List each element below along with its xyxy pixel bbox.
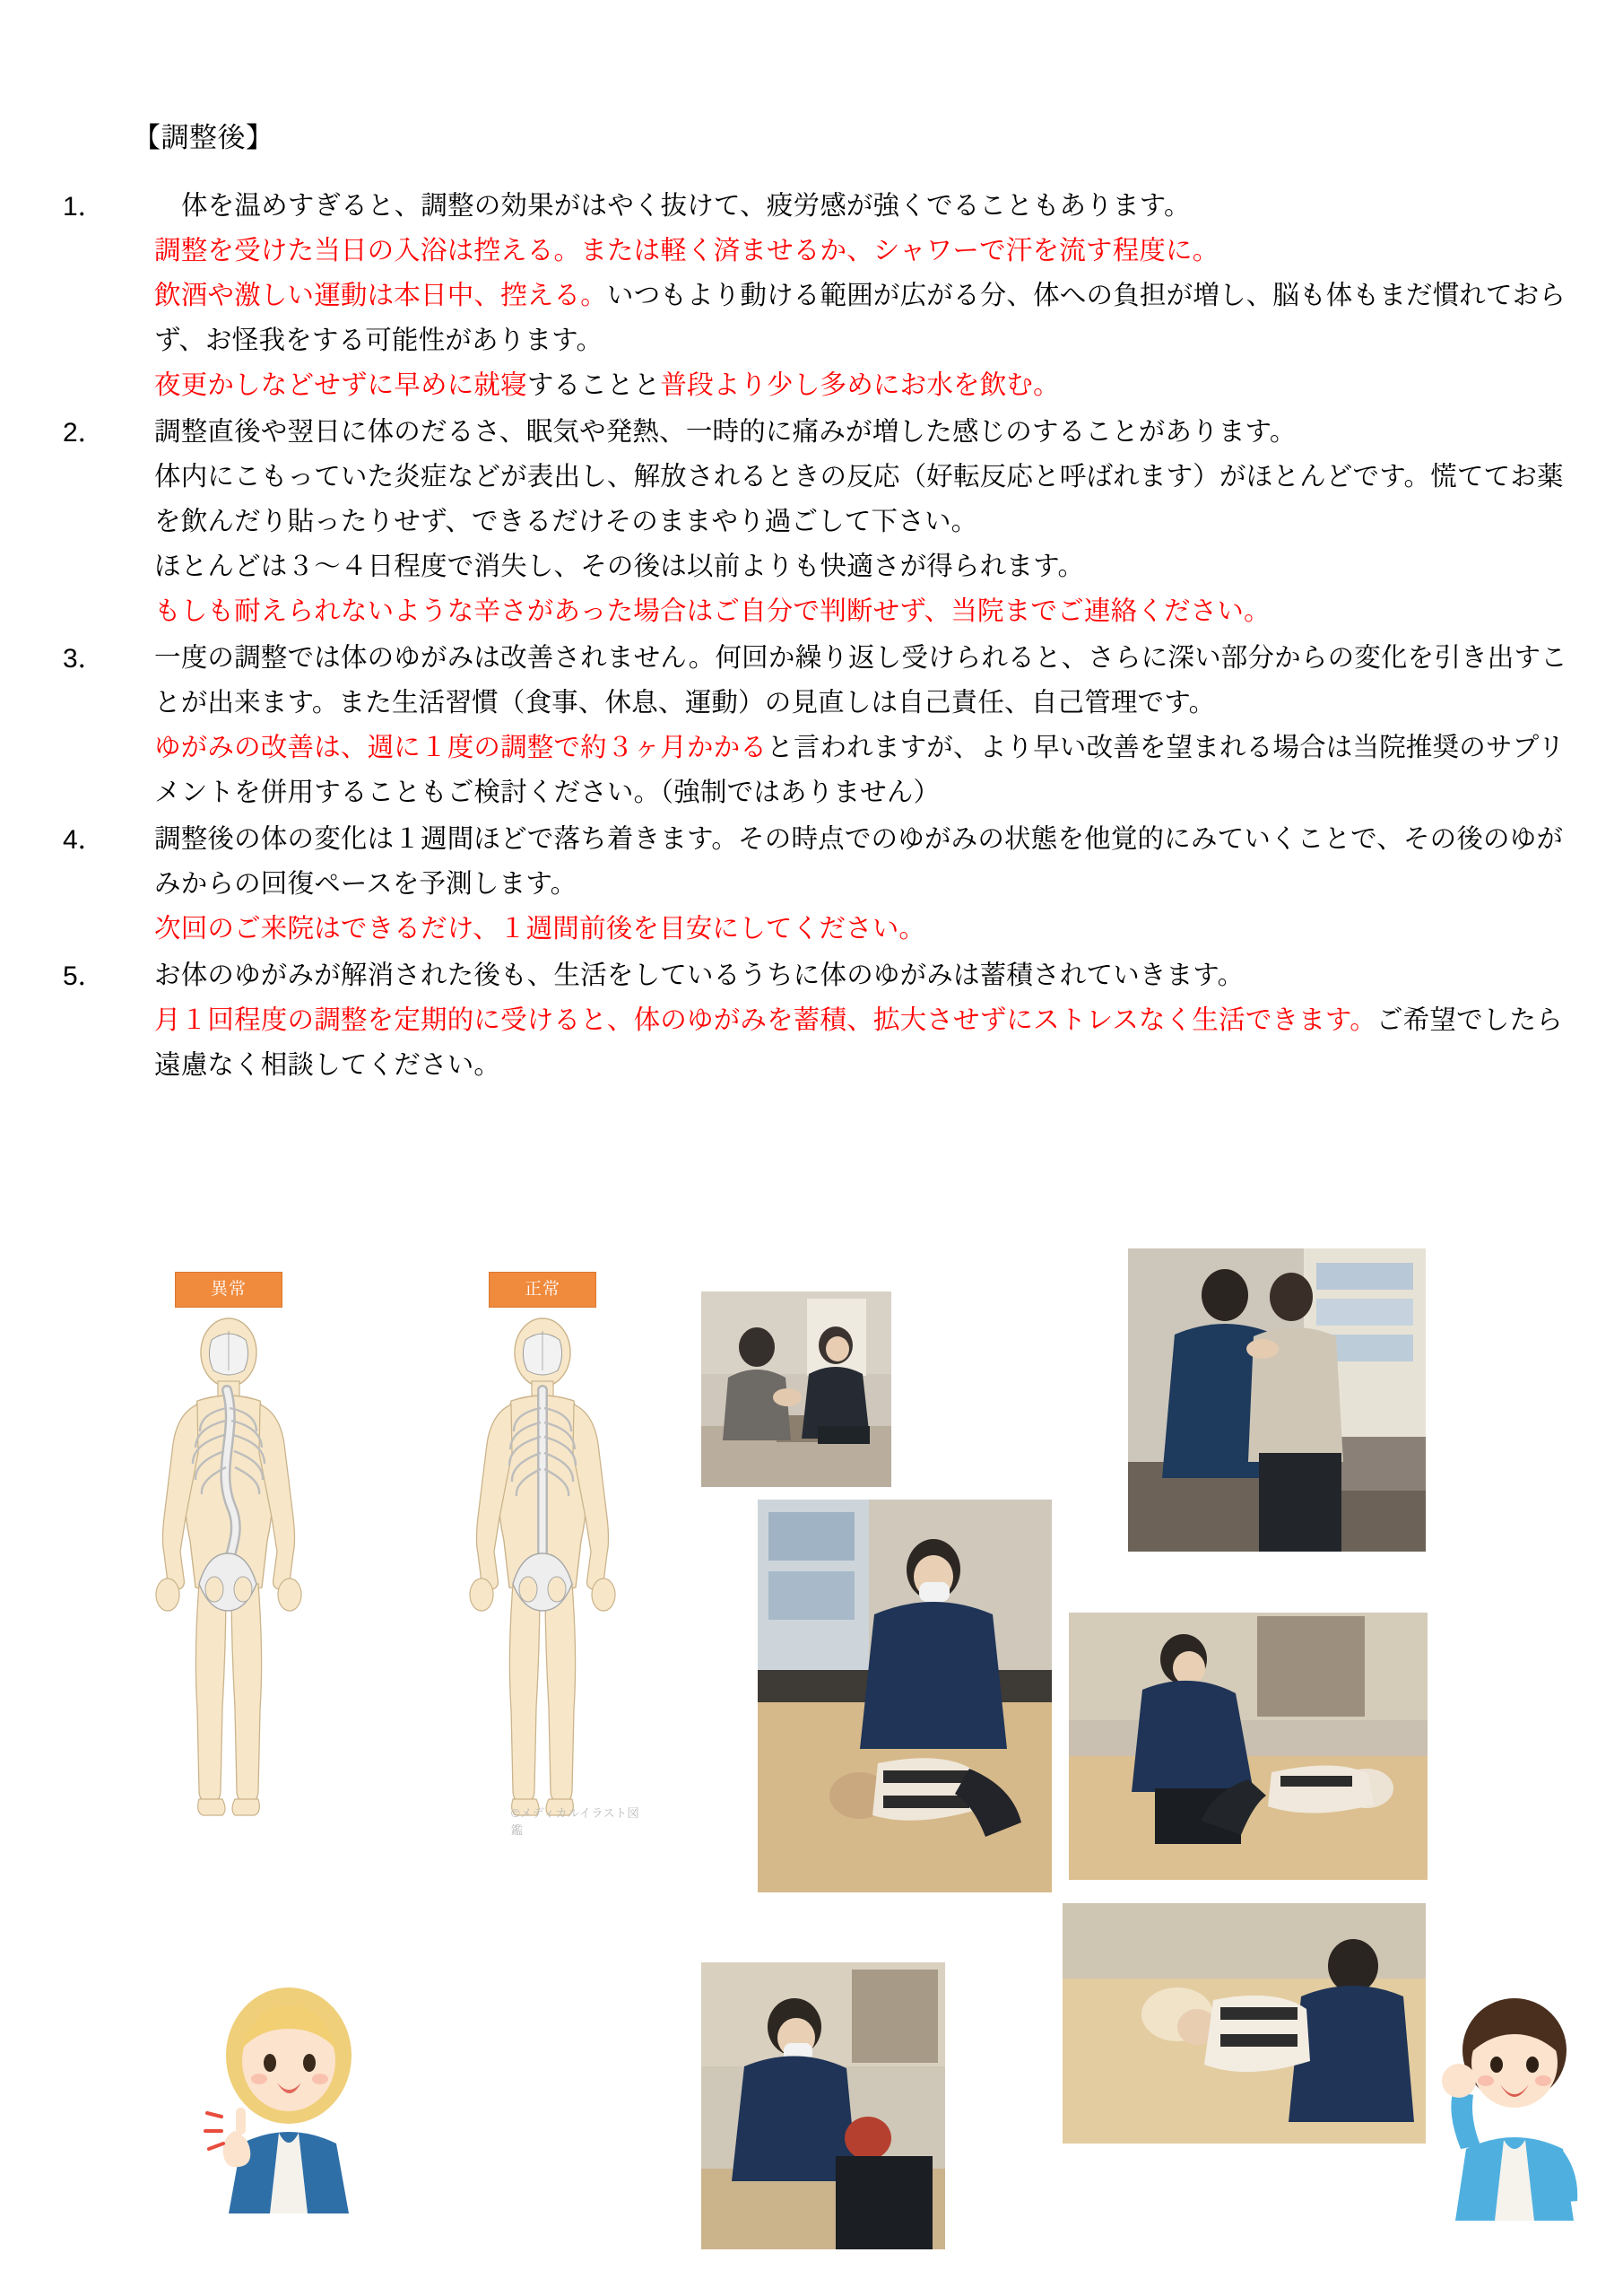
figures-area bbox=[0, 1247, 1623, 2296]
photo-image bbox=[758, 1500, 1052, 1892]
body-figure bbox=[439, 1315, 646, 1835]
girl-character-illustration bbox=[202, 1973, 377, 2215]
list-item bbox=[54, 184, 1578, 408]
line-segment-black: ご希望でしたら遠慮なく相談してください。 bbox=[154, 1005, 1563, 1080]
page-title: 【調整後】 bbox=[133, 122, 274, 153]
treatment-photo bbox=[758, 1500, 1052, 1892]
line-segment-red: 夜更かしなどせずに早めに就寝 bbox=[154, 370, 527, 400]
list-item-line: 調整を受けた当日の入浴は控える。または軽く済ませるか、シャワーで汗を流す程度に。 bbox=[154, 236, 1219, 265]
body-figure bbox=[126, 1315, 332, 1835]
line-segment-red: 普段より少し多めにお水を飲む。 bbox=[660, 370, 1060, 400]
list-item-line bbox=[154, 274, 1578, 363]
line-segment-black: することと bbox=[526, 370, 661, 400]
list-item-line: 体を温めすぎると、調整の効果がはやく抜けて、疲労感が強くでることもあります。 bbox=[181, 191, 1191, 221]
list-item bbox=[54, 953, 1578, 1088]
treatment-photo bbox=[1128, 1248, 1426, 1552]
photo-image bbox=[1128, 1248, 1426, 1552]
status-badge: 正常 bbox=[489, 1272, 596, 1308]
line-segment-red: ゆがみの改善は、週に１度の調整で約３ヶ月かかる bbox=[154, 733, 768, 762]
skeleton-illustration-abnormal bbox=[126, 1272, 332, 1835]
status-badge: 異常 bbox=[175, 1272, 282, 1308]
list-item-line: 一度の調整では体のゆがみは改善されません。何回か繰り返し受けられると、さらに深い部分からの変化を引き出すことが出来ます。また生活習慣（食事、休息、運動）の見直しは自己責任、自己管理です。 bbox=[154, 643, 1567, 718]
list-item-number: 5． bbox=[63, 961, 105, 991]
list-item-line: 次回のご来院はできるだけ、１週間前後を目安にしてください。 bbox=[154, 914, 926, 944]
list-item bbox=[54, 410, 1578, 634]
body-outline-icon bbox=[126, 1315, 332, 1835]
list-item-line: 体内にこもっていた炎症などが表出し、解放されるときの反応（好転反応と呼ばれます）がほとんどです。慌ててお薬を飲んだり貼ったりせず、できるだけそのままやり過ごして下さい。 bbox=[154, 462, 1564, 536]
illustration-credit: ©メディカルイラスト図鑑 bbox=[511, 1806, 639, 1837]
treatment-photo bbox=[1063, 1903, 1426, 2144]
treatment-photo bbox=[701, 1292, 891, 1487]
list-item-line bbox=[154, 363, 1578, 408]
treatment-photo bbox=[1069, 1613, 1428, 1880]
list-item-line: ほとんどは３～４日程度で消失し、その後は以前よりも快適さが得られます。 bbox=[154, 552, 1085, 581]
list-item bbox=[54, 817, 1578, 952]
list-item-line bbox=[154, 998, 1578, 1088]
skeleton-illustration-normal bbox=[439, 1272, 646, 1835]
list-item-number: 4． bbox=[63, 825, 105, 855]
photo-image bbox=[1063, 1903, 1426, 2144]
photo-image bbox=[701, 1962, 945, 2249]
boy-icon bbox=[1421, 1973, 1592, 2224]
list-item-line: もしも耐えられないような辛さがあった場合はご自分で判断せず、当院までご連絡ください。 bbox=[154, 596, 1271, 626]
boy-character-illustration bbox=[1421, 1973, 1592, 2224]
instruction-list bbox=[54, 184, 1578, 1090]
list-item-line: 調整後の体の変化は１週間ほどで落ち着きます。その時点でのゆがみの状態を他覚的にみていくことで、その後のゆがみからの回復ペースを予測します。 bbox=[154, 824, 1564, 899]
list-item-number: 2． bbox=[63, 418, 105, 448]
line-segment-black: と言われますが、より早い改善を望まれる場合は当院推奨のサプリメントを併用することもご検討ください。（強制ではありません） bbox=[154, 733, 1565, 807]
treatment-photo bbox=[701, 1962, 945, 2249]
photo-image bbox=[1069, 1613, 1428, 1880]
body-outline-icon bbox=[439, 1315, 646, 1835]
list-item-number: 1． bbox=[63, 192, 105, 222]
list-item-line: お体のゆがみが解消された後も、生活をしているうちに体のゆがみは蓄積されていきます。 bbox=[154, 961, 1245, 990]
list-item bbox=[54, 636, 1578, 815]
girl-icon bbox=[202, 1973, 377, 2215]
line-segment-red: 飲酒や激しい運動は本日中、控える。 bbox=[154, 281, 607, 310]
line-segment-red: 月１回程度の調整を定期的に受けると、体のゆがみを蓄積、拡大させずにストレスなく生活できます。 bbox=[154, 1005, 1376, 1035]
line-segment-black: いつもより動ける範囲が広がる分、体への負担が増し、脳も体もまだ慣れておらず、お怪我をする可能性があります。 bbox=[154, 281, 1567, 355]
list-item-line bbox=[154, 726, 1578, 815]
list-item-line: 調整直後や翌日に体のだるさ、眠気や発熱、一時的に痛みが増した感じのすることがあります。 bbox=[154, 417, 1297, 447]
photo-image bbox=[701, 1292, 891, 1487]
list-item-number: 3． bbox=[63, 644, 105, 674]
